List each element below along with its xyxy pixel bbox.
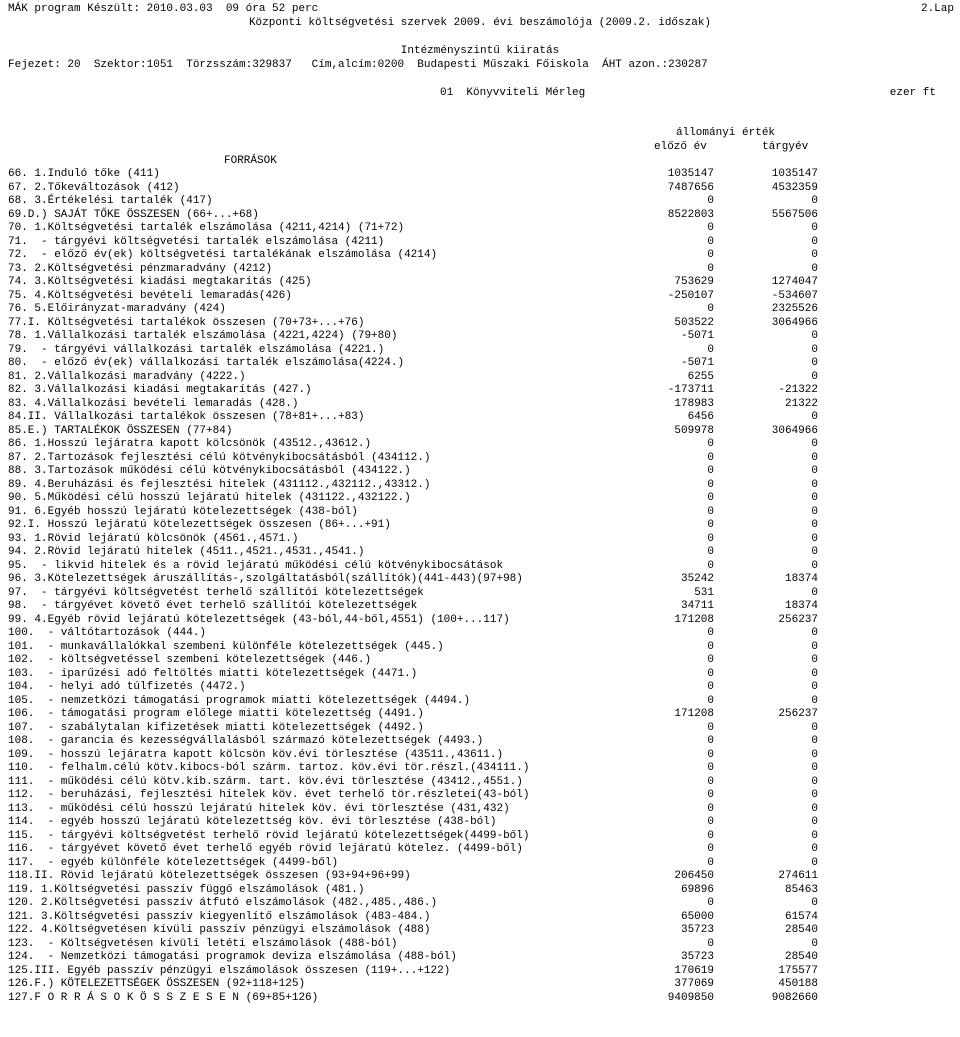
row-current-year-value: 0 xyxy=(811,802,818,815)
row-prev-year-value: 0 xyxy=(707,627,714,639)
table-row xyxy=(0,263,960,277)
row-current-year-value: 0 xyxy=(811,789,818,801)
table-row xyxy=(0,897,960,911)
table-row xyxy=(0,992,960,1006)
row-prev-year-value: 0 xyxy=(707,438,714,450)
row-label: 126.F.) KÖTELEZETTSÉGEK ÖSSZESEN (92+118+125) xyxy=(8,978,306,990)
row-prev-year-value: 0 xyxy=(707,559,714,572)
row-prev-year-value: 0 xyxy=(707,222,714,234)
row-current-year-value: 0 xyxy=(811,721,818,734)
row-label: 100. - váltótartozások (444.) xyxy=(8,627,207,639)
row-prev-year-value: 0 xyxy=(707,735,714,747)
row-label: 71. - tárgyévi költségvetési tartalék elszámolása (4211) xyxy=(8,235,385,248)
row-label: 93. 1.Rövid lejáratú kölcsönök (4561.,4571.) xyxy=(8,532,299,545)
section-title: FORRÁSOK xyxy=(224,155,277,167)
row-prev-year-value: 0 xyxy=(707,789,714,801)
row-prev-year-value: 0 xyxy=(707,856,714,869)
row-label: 78. 1.Vállalkozási tartalék elszámolása (4221,4224) (79+80) xyxy=(8,330,398,342)
page-number: 2.Lap xyxy=(920,3,954,15)
row-current-year-value: 18374 xyxy=(784,600,818,612)
row-prev-year-value: 0 xyxy=(707,937,714,950)
row-current-year-value: 0 xyxy=(811,829,818,842)
table-row xyxy=(0,614,960,628)
row-prev-year-value: 7487656 xyxy=(667,181,714,194)
table-row xyxy=(0,506,960,520)
table-row xyxy=(0,398,960,412)
row-prev-year-value: 0 xyxy=(707,465,714,477)
row-prev-year-value: 35723 xyxy=(680,924,714,936)
row-current-year-value: 0 xyxy=(811,438,818,450)
row-label: 118.II. Rövid lejáratú kötelezettségek összesen (93+94+96+99) xyxy=(8,870,411,882)
row-label: 106. - támogatási program előlege miatti kötelezettség (4491.) xyxy=(8,708,424,720)
row-current-year-value: 0 xyxy=(811,762,818,774)
row-prev-year-value: 0 xyxy=(707,451,714,464)
row-prev-year-value: 753629 xyxy=(674,276,714,288)
row-prev-year-value: 178983 xyxy=(674,397,714,410)
row-label: 115. - tárgyévi költségvetést terhelő rövid lejáratú kötelezettségek(4499-ből) xyxy=(8,829,530,842)
report-title: 01 Könyvviteli Mérleg xyxy=(440,87,586,99)
table-row xyxy=(0,870,960,884)
row-prev-year-value: 0 xyxy=(707,343,714,356)
table-row xyxy=(0,168,960,182)
row-label: 84.II. Vállalkozási tartalékok összesen (78+81+...+83) xyxy=(8,411,365,423)
table-row xyxy=(0,465,960,479)
row-prev-year-value: 0 xyxy=(707,640,714,653)
row-label: 90. 5.Működési célú hosszú lejáratú hitelek (431122.,432122.) xyxy=(8,492,411,504)
row-prev-year-value: 0 xyxy=(707,667,714,680)
table-row xyxy=(0,789,960,803)
row-current-year-value: 0 xyxy=(811,681,818,693)
row-label: 92.I. Hosszú lejáratú kötelezettségek összesen (86+...+91) xyxy=(8,519,391,531)
row-current-year-value: 0 xyxy=(811,546,818,558)
row-label: 122. 4.Költségvetésen kívüli passzív pénzügyi elszámolások (488) xyxy=(8,924,431,936)
row-current-year-value: 0 xyxy=(811,411,818,423)
row-current-year-value: 0 xyxy=(811,694,818,707)
table-row xyxy=(0,776,960,790)
row-label: 80. - előző év(ek) vállalkozási tartalék elszámolása(4224.) xyxy=(8,357,405,369)
table-row xyxy=(0,425,960,439)
row-prev-year-value: 0 xyxy=(707,816,714,828)
table-row xyxy=(0,560,960,574)
table-row xyxy=(0,830,960,844)
row-prev-year-value: 34711 xyxy=(680,600,714,612)
row-prev-year-value: 0 xyxy=(707,235,714,248)
row-prev-year-value: 171208 xyxy=(674,613,714,626)
table-row xyxy=(0,573,960,587)
row-current-year-value: 4532359 xyxy=(771,181,818,194)
row-prev-year-value: 0 xyxy=(707,829,714,842)
row-current-year-value: 0 xyxy=(811,937,818,950)
row-prev-year-value: 0 xyxy=(707,195,714,207)
row-current-year-value: 0 xyxy=(811,856,818,869)
row-prev-year-value: 69896 xyxy=(680,883,714,896)
row-current-year-value: 0 xyxy=(811,897,818,909)
row-prev-year-value: 206450 xyxy=(674,870,714,882)
table-row xyxy=(0,951,960,965)
table-row xyxy=(0,749,960,763)
row-label: 105. - nemzetközi támogatási programok miatti kötelezettségek (4494.) xyxy=(8,694,471,707)
row-label: 127.F O R R Á S O K Ö S S Z E S E N (69+85+126) xyxy=(8,991,319,1004)
row-current-year-value: 0 xyxy=(811,667,818,680)
row-current-year-value: -21322 xyxy=(778,384,818,396)
row-current-year-value: 256237 xyxy=(778,708,818,720)
row-current-year-value: 0 xyxy=(811,654,818,666)
row-current-year-value: 5567506 xyxy=(771,208,818,221)
table-row xyxy=(0,803,960,817)
row-current-year-value: 175577 xyxy=(778,964,818,977)
column-group-header: állományi érték xyxy=(676,127,776,139)
row-current-year-value: 0 xyxy=(811,748,818,761)
row-current-year-value: 1035147 xyxy=(771,168,818,180)
row-current-year-value: 0 xyxy=(811,235,818,248)
row-prev-year-value: -250107 xyxy=(667,289,714,302)
table-row xyxy=(0,182,960,196)
table-row xyxy=(0,843,960,857)
row-label: 120. 2.Költségvetési passzív átfutó elszámolások (482.,485.,486.) xyxy=(8,897,438,909)
row-label: 114. - egyéb hosszú lejáratú kötelezettség köv. évi törlesztése (438-ból) xyxy=(8,816,497,828)
row-current-year-value: 0 xyxy=(811,343,818,356)
table-row xyxy=(0,627,960,641)
table-row xyxy=(0,587,960,601)
row-current-year-value: 1274047 xyxy=(771,276,818,288)
table-row xyxy=(0,357,960,371)
row-label: 89. 4.Beruházási és fejlesztési hitelek (431112.,432112.,43312.) xyxy=(8,478,431,491)
table-row xyxy=(0,762,960,776)
row-label: 77.I. Költségvetési tartalékok összesen (70+73+...+76) xyxy=(8,316,365,329)
row-prev-year-value: 0 xyxy=(707,492,714,504)
table-row xyxy=(0,303,960,317)
row-current-year-value: 0 xyxy=(811,370,818,383)
row-prev-year-value: 0 xyxy=(707,654,714,666)
row-label: 102. - költségvetéssel szembeni kötelezettségek (446.) xyxy=(8,654,372,666)
row-current-year-value: 28540 xyxy=(784,924,818,936)
row-label: 99. 4.Egyéb rövid lejáratú kötelezettségek (43-ból,44-ből,4551) (100+...117) xyxy=(8,613,510,626)
row-label: 74. 3.Költségvetési kiadási megtakarítás (425) xyxy=(8,276,312,288)
table-row xyxy=(0,857,960,871)
row-label: 85.E.) TARTALÉKOK ÖSSZESEN (77+84) xyxy=(8,424,233,437)
table-row xyxy=(0,911,960,925)
row-label: 75. 4.Költségvetési bevételi lemaradás(426) xyxy=(8,289,292,302)
row-prev-year-value: 6255 xyxy=(687,370,714,383)
row-label: 116. - tárgyévet követő évet terhelő egyéb rövid lejáratú kötelez. (4499-ből) xyxy=(8,843,523,855)
row-current-year-value: 3064966 xyxy=(771,424,818,437)
row-label: 68. 3.Értékelési tartalék (417) xyxy=(8,195,213,207)
row-prev-year-value: 0 xyxy=(707,694,714,707)
row-current-year-value: 21322 xyxy=(784,397,818,410)
column-prev-year-header: előző év xyxy=(654,141,707,153)
table-row xyxy=(0,195,960,209)
row-prev-year-value: 0 xyxy=(707,843,714,855)
row-prev-year-value: -5071 xyxy=(680,330,714,342)
row-prev-year-value: 531 xyxy=(694,586,714,599)
row-prev-year-value: 503522 xyxy=(674,316,714,329)
row-prev-year-value: 0 xyxy=(707,249,714,261)
row-label: 87. 2.Tartozások fejlesztési célú kötvénykibocsátásból (434112.) xyxy=(8,451,431,464)
row-current-year-value: -534607 xyxy=(771,289,818,302)
row-prev-year-value: 0 xyxy=(707,681,714,693)
row-prev-year-value: 377069 xyxy=(674,978,714,990)
row-current-year-value: 0 xyxy=(811,775,818,788)
row-label: 107. - szabálytalan kifizetések miatti kötelezettségek (4492.) xyxy=(8,721,424,734)
row-label: 108. - garancia és kezességvállalásból származó kötelezettségek (4493.) xyxy=(8,735,484,747)
table-row xyxy=(0,816,960,830)
row-label: 112. - beruházási, fejlesztési hitelek köv. évet terhelő tör.részletei(43-ból) xyxy=(8,789,530,801)
row-label: 110. - felhalm.célú kötv.kibocs-ból szárm. tartoz. köv.évi tör.részl.(434111.) xyxy=(8,762,530,774)
row-label: 119. 1.Költségvetési passzív függő elszámolások (481.) xyxy=(8,883,365,896)
table-row xyxy=(0,492,960,506)
row-current-year-value: 274611 xyxy=(778,870,818,882)
row-prev-year-value: 35723 xyxy=(680,951,714,963)
row-prev-year-value: 6456 xyxy=(687,411,714,423)
institution-meta: Fejezet: 20 Szektor:1051 Törzsszám:329837 Cím,alcím:0200 Budapesti Műszaki Főiskola ÁHT azon.:230287 xyxy=(8,59,708,71)
table-row xyxy=(0,938,960,952)
row-label: 86. 1.Hosszú lejáratra kapott kölcsönök (43512.,43612.) xyxy=(8,438,372,450)
column-current-year-header: tárgyév xyxy=(762,141,809,153)
row-prev-year-value: 0 xyxy=(707,478,714,491)
table-row xyxy=(0,600,960,614)
table-row xyxy=(0,438,960,452)
table-row xyxy=(0,519,960,533)
row-current-year-value: 0 xyxy=(811,249,818,261)
row-current-year-value: 3064966 xyxy=(771,316,818,329)
table-row xyxy=(0,924,960,938)
row-current-year-value: 28540 xyxy=(784,951,818,963)
row-label: 121. 3.Költségvetési passzív kiegyenlítő elszámolások (483-484.) xyxy=(8,910,431,923)
table-row xyxy=(0,722,960,736)
row-current-year-value: 9082660 xyxy=(771,991,818,1004)
row-label: 125.III. Egyéb passzív pénzügyi elszámolások összesen (119+...+122) xyxy=(8,964,451,977)
row-label: 113. - működési célú hosszú lejáratú hitelek köv. évi törlesztése (431,432) xyxy=(8,802,510,815)
row-current-year-value: 0 xyxy=(811,222,818,234)
table-row xyxy=(0,735,960,749)
row-current-year-value: 2325526 xyxy=(771,303,818,315)
table-row xyxy=(0,209,960,223)
level-label: Intézményszintű kiiratás xyxy=(400,45,560,57)
table-row xyxy=(0,668,960,682)
row-prev-year-value: 0 xyxy=(707,748,714,761)
row-current-year-value: 18374 xyxy=(784,573,818,585)
table-row xyxy=(0,884,960,898)
row-current-year-value: 85463 xyxy=(784,883,818,896)
row-current-year-value: 0 xyxy=(811,640,818,653)
table-row xyxy=(0,546,960,560)
table-row xyxy=(0,276,960,290)
table-row xyxy=(0,452,960,466)
row-label: 72. - előző év(ek) költségvetési tartalékának elszámolása (4214) xyxy=(8,249,438,261)
row-prev-year-value: 0 xyxy=(707,721,714,734)
table-row xyxy=(0,533,960,547)
row-prev-year-value: 35242 xyxy=(680,573,714,585)
row-label: 123. - Költségvetésen kívüli letéti elszámolások (488-ból) xyxy=(8,937,398,950)
row-current-year-value: 0 xyxy=(811,586,818,599)
header-program-info: MÁK program Készült: 2010.03.03 09 óra 52 perc xyxy=(8,3,319,15)
row-prev-year-value: 8522803 xyxy=(667,208,714,221)
row-label: 97. - tárgyévi költségvetést terhelő szállítói kötelezettségek xyxy=(8,586,424,599)
row-prev-year-value: -173711 xyxy=(667,384,714,396)
row-current-year-value: 0 xyxy=(811,735,818,747)
row-prev-year-value: 509978 xyxy=(674,424,714,437)
report-subtitle: Központi költségvetési szervek 2009. évi beszámolója (2009.2. időszak) xyxy=(248,17,712,29)
row-prev-year-value: 0 xyxy=(707,897,714,909)
row-current-year-value: 256237 xyxy=(778,613,818,626)
table-row xyxy=(0,222,960,236)
table-row xyxy=(0,695,960,709)
row-label: 81. 2.Vállalkozási maradvány (4222.) xyxy=(8,370,246,383)
table-row xyxy=(0,978,960,992)
table-row xyxy=(0,236,960,250)
row-prev-year-value: 1035147 xyxy=(667,168,714,180)
row-prev-year-value: 65000 xyxy=(680,910,714,923)
row-label: 104. - helyi adó túlfizetés (4472.) xyxy=(8,681,246,693)
row-current-year-value: 0 xyxy=(811,505,818,518)
row-label: 88. 3.Tartozások működési célú kötvénykibocsátásból (434122.) xyxy=(8,465,411,477)
row-label: 111. - működési célú kötv.kib.szárm. tart. köv.évi törlesztése (43412.,4551.) xyxy=(8,775,523,788)
table-row xyxy=(0,330,960,344)
row-label: 124. - Nemzetközi támogatási programok deviza elszámolása (488-ból) xyxy=(8,951,457,963)
row-prev-year-value: 0 xyxy=(707,762,714,774)
row-label: 76. 5.Előirányzat-maradvány (424) xyxy=(8,303,226,315)
row-label: 101. - munkavállalókkal szembeni különféle kötelezettségek (445.) xyxy=(8,640,444,653)
row-current-year-value: 0 xyxy=(811,843,818,855)
row-prev-year-value: 0 xyxy=(707,775,714,788)
row-current-year-value: 0 xyxy=(811,492,818,504)
row-current-year-value: 0 xyxy=(811,816,818,828)
row-prev-year-value: 0 xyxy=(707,303,714,315)
row-current-year-value: 0 xyxy=(811,451,818,464)
row-current-year-value: 0 xyxy=(811,465,818,477)
row-current-year-value: 0 xyxy=(811,195,818,207)
row-current-year-value: 0 xyxy=(811,262,818,275)
table-row xyxy=(0,641,960,655)
row-current-year-value: 0 xyxy=(811,559,818,572)
row-prev-year-value: 0 xyxy=(707,262,714,275)
row-label: 95. - likvid hitelek és a rövid lejáratú működési célú kötvénykibocsátások xyxy=(8,559,504,572)
row-label: 82. 3.Vállalkozási kiadási megtakarítás (427.) xyxy=(8,384,312,396)
row-label: 109. - hosszú lejáratra kapott kölcsön köv.évi törlesztése (43511.,43611.) xyxy=(8,748,504,761)
row-prev-year-value: 170619 xyxy=(674,964,714,977)
row-label: 66. 1.Induló tőke (411) xyxy=(8,168,160,180)
row-label: 73. 2.Költségvetési pénzmaradvány (4212) xyxy=(8,262,273,275)
row-label: 94. 2.Rövid lejáratú hitelek (4511.,4521.,4531.,4541.) xyxy=(8,546,365,558)
row-prev-year-value: -5071 xyxy=(680,357,714,369)
row-prev-year-value: 0 xyxy=(707,546,714,558)
row-label: 67. 2.Tőkeváltozások (412) xyxy=(8,181,180,194)
row-current-year-value: 0 xyxy=(811,627,818,639)
row-label: 83. 4.Vállalkozási bevételi lemaradás (428.) xyxy=(8,397,299,410)
table-row xyxy=(0,681,960,695)
row-current-year-value: 0 xyxy=(811,532,818,545)
row-prev-year-value: 0 xyxy=(707,505,714,518)
table-row xyxy=(0,411,960,425)
table-row xyxy=(0,371,960,385)
row-current-year-value: 0 xyxy=(811,478,818,491)
table-row xyxy=(0,965,960,979)
table-row xyxy=(0,317,960,331)
table-row xyxy=(0,654,960,668)
table-row xyxy=(0,249,960,263)
row-prev-year-value: 9409850 xyxy=(667,991,714,1004)
row-label: 117. - egyéb különféle kötelezettségek (4499-ből) xyxy=(8,856,339,869)
table-row xyxy=(0,479,960,493)
balance-sheet-rows xyxy=(0,168,960,1005)
row-label: 96. 3.Kötelezettségek áruszállítás-,szolgáltatásból(szállítók)(441-443)(97+98) xyxy=(8,573,523,585)
table-row xyxy=(0,290,960,304)
table-row xyxy=(0,384,960,398)
table-row xyxy=(0,344,960,358)
row-prev-year-value: 0 xyxy=(707,532,714,545)
row-label: 103. - iparűzési adó feltöltés miatti kötelezettségek (4471.) xyxy=(8,667,418,680)
row-prev-year-value: 0 xyxy=(707,519,714,531)
row-prev-year-value: 0 xyxy=(707,802,714,815)
row-current-year-value: 0 xyxy=(811,519,818,531)
row-label: 91. 6.Egyéb hosszú lejáratú kötelezettségek (438-ból) xyxy=(8,505,358,518)
table-row xyxy=(0,708,960,722)
row-label: 70. 1.Költségvetési tartalék elszámolása (4211,4214) (71+72) xyxy=(8,222,405,234)
row-label: 79. - tárgyévi vállalkozási tartalék elszámolása (4221.) xyxy=(8,343,385,356)
row-current-year-value: 450188 xyxy=(778,978,818,990)
unit-label: ezer ft xyxy=(889,87,936,99)
row-label: 69.D.) SAJÁT TŐKE ÖSSZESEN (66+...+68) xyxy=(8,208,259,221)
row-current-year-value: 61574 xyxy=(784,910,818,923)
row-current-year-value: 0 xyxy=(811,357,818,369)
row-current-year-value: 0 xyxy=(811,330,818,342)
row-prev-year-value: 171208 xyxy=(674,708,714,720)
row-label: 98. - tárgyévet követő évet terhelő szállítói kötelezettségek xyxy=(8,600,418,612)
